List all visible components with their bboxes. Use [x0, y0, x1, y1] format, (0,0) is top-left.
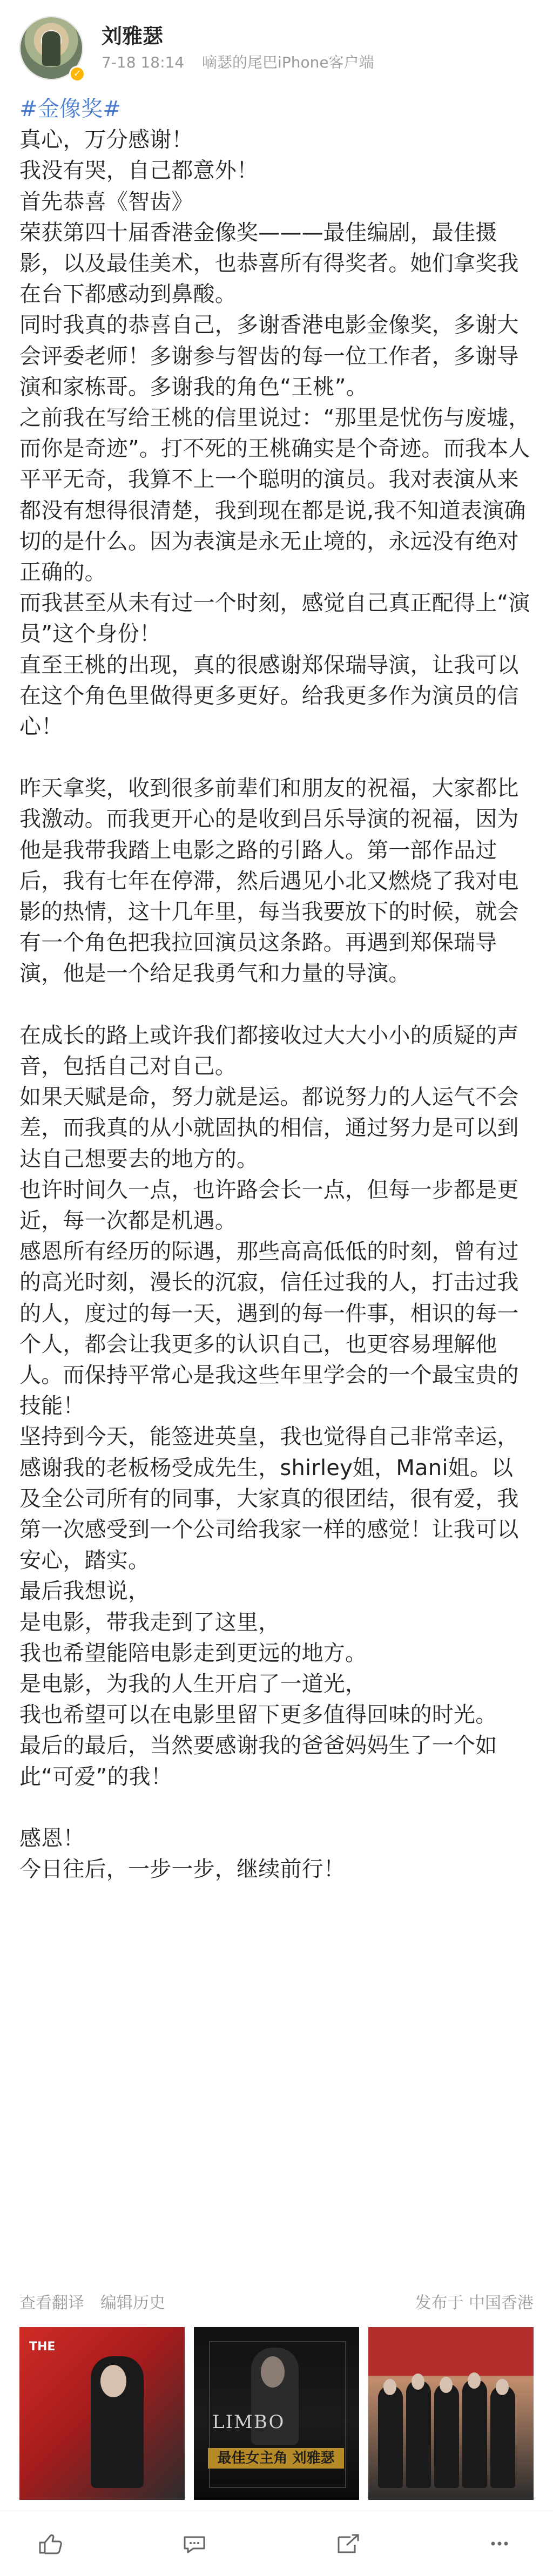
- group-person: [434, 2383, 459, 2488]
- group-person: [462, 2379, 487, 2488]
- group-person: [490, 2385, 515, 2488]
- post-line: 首先恭喜《智齿》: [19, 189, 193, 214]
- paragraph-gap: [19, 990, 534, 1020]
- publish-location: 发布于 中国香港: [415, 2294, 534, 2313]
- face-shape: [383, 2379, 396, 2395]
- image-thumbnail[interactable]: [368, 2327, 534, 2500]
- post-source: 嘀瑟的尾巴iPhone客户端: [202, 53, 374, 71]
- post-actions-row: [19, 2289, 534, 2314]
- face-shape: [440, 2377, 453, 2393]
- post-images: [19, 2327, 534, 2500]
- image-thumbnail[interactable]: [194, 2327, 359, 2500]
- more-icon[interactable]: [485, 2532, 514, 2555]
- post-header: [0, 0, 553, 97]
- post-line: 感恩所有经历的际遇，那些高高低低的时刻，曾有过的高光时刻，漫长的沉寂，信任过我的人，打击过我的人，度过的每一天，遇到的每一件事，相识的每一个人，都会让我更多的认识自己，也更容易理解他人。而保持平常心是我这些年里学会的一个最宝贵的技能！: [19, 1239, 519, 1419]
- post-line: 如果天赋是命，努力就是运。都说努力的人运气不会差，而我真的从小就固执的相信，通过努力是可以到达自己想要去的地方的。: [19, 1085, 519, 1172]
- face-shape: [412, 2374, 424, 2390]
- group-person: [406, 2380, 431, 2488]
- event-mark: THE: [29, 2340, 56, 2354]
- award-caption: 最佳女主角 刘雅瑟: [208, 2448, 344, 2469]
- image-thumbnail[interactable]: [19, 2327, 185, 2500]
- post-line: 最后我想说，: [19, 1579, 150, 1604]
- comment-icon[interactable]: [180, 2532, 208, 2555]
- post-line: 我也希望可以在电影里留下更多值得回味的时光。: [19, 1702, 497, 1728]
- post-line: 昨天拿奖，收到很多前辈们和朋友的祝福，大家都比我激动。而我更开心的是收到吕乐导演的祝福，因为他是我带我踏上电影之路的引路人。第一部作品过后，我有七年在停滞，然后遇见小北又燃烧了我对电影的热情，这十几年里，每当我要放下的时候，就会有一个角色把我拉回演员这条路。再遇到郑保瑞导演，他是一个给足我勇气和力量的导演。: [19, 776, 519, 986]
- post-line: 今日往后，一步一步，继续前行！: [19, 1856, 345, 1882]
- post-line: 之前我在写给王桃的信里说过：“那里是忧伤与废墟，而你是奇迹”。打不死的王桃确实是个奇迹。而我本人平平无奇，我算不上一个聪明的演员。我对表演从来都没有想得很清楚，我到现在都是说,我不知道表演确切的是什么。因为表演是永无止境的，永远没有绝对正确的。: [19, 405, 530, 585]
- face-shape: [468, 2372, 481, 2389]
- user-name[interactable]: 刘雅瑟: [102, 24, 164, 48]
- group-person: [378, 2385, 403, 2488]
- post-meta: [102, 51, 374, 72]
- translate-link[interactable]: 查看翻译: [19, 2294, 84, 2313]
- backdrop-banner: [368, 2327, 534, 2376]
- paragraph-gap: [19, 1793, 534, 1823]
- post-line: 我没有哭，自己都意外！: [19, 158, 259, 184]
- avatar-figure: [42, 31, 60, 66]
- face-shape: [261, 2356, 285, 2388]
- face-shape: [496, 2379, 509, 2395]
- post-time: 7-18 18:14: [102, 53, 185, 71]
- face-shape: [100, 2365, 126, 2397]
- share-icon[interactable]: [334, 2532, 362, 2555]
- thumb-up-icon[interactable]: [36, 2532, 64, 2555]
- post-line: 在成长的路上或许我们都接收过大大小小的质疑的声音，包括自己对自己。: [19, 1023, 519, 1079]
- post-content: [19, 94, 534, 1885]
- edit-history-link[interactable]: 编辑历史: [100, 2294, 165, 2313]
- verified-badge-icon: ✓: [69, 66, 85, 82]
- hashtag-link[interactable]: #金像奖#: [19, 97, 122, 121]
- post-line: 荣获第四十届香港金像奖———最佳编剧，最佳摄影，以及最佳美术，也恭喜所有得奖者。她们拿奖我在台下都感动到鼻酸。: [19, 220, 519, 307]
- post-line: 真心，万分感谢！: [19, 127, 193, 153]
- post-line: 感恩！: [19, 1825, 85, 1851]
- post-line: 我也希望能陪电影走到更远的地方。: [19, 1640, 367, 1666]
- post-line: 同时我真的恭喜自己，多谢香港电影金像奖，多谢大会评委老师！多谢参与智齿的每一位工作者，多谢导演和家栋哥。多谢我的角色“王桃”。: [19, 313, 519, 400]
- poster-title: LIMBO: [212, 2411, 285, 2433]
- paragraph-gap: [19, 742, 534, 773]
- post-line: 也许时间久一点，也许路会长一点，但每一步都是更近，每一次都是机遇。: [19, 1177, 519, 1233]
- post-line: 是电影，带我走到了这里，: [19, 1610, 280, 1635]
- post-line: 最后的最后，当然要感谢我的爸爸妈妈生了一个如此“可爱”的我！: [19, 1733, 497, 1789]
- post-line: 是电影，为我的人生开启了一道光，: [19, 1671, 367, 1696]
- post-line: 坚持到今天，能签进英皇，我也觉得自己非常幸运，感谢我的老板杨受成先生，shirley姐，Mani姐。以及全公司所有的同事，大家真的很团结，很有爱，我第一次感受到一个公司给我家一样的感觉！让我可以安心，踏实。: [19, 1424, 519, 1573]
- post-line: 而我甚至从未有过一个时刻，感觉自己真正配得上“演员”这个身份！: [19, 591, 530, 647]
- post-toolbar: [0, 2511, 553, 2576]
- post-line: 直至王桃的出现，真的很感谢郑保瑞导演，让我可以在这个角色里做得更多更好。给我更多作为演员的信心！: [19, 652, 519, 740]
